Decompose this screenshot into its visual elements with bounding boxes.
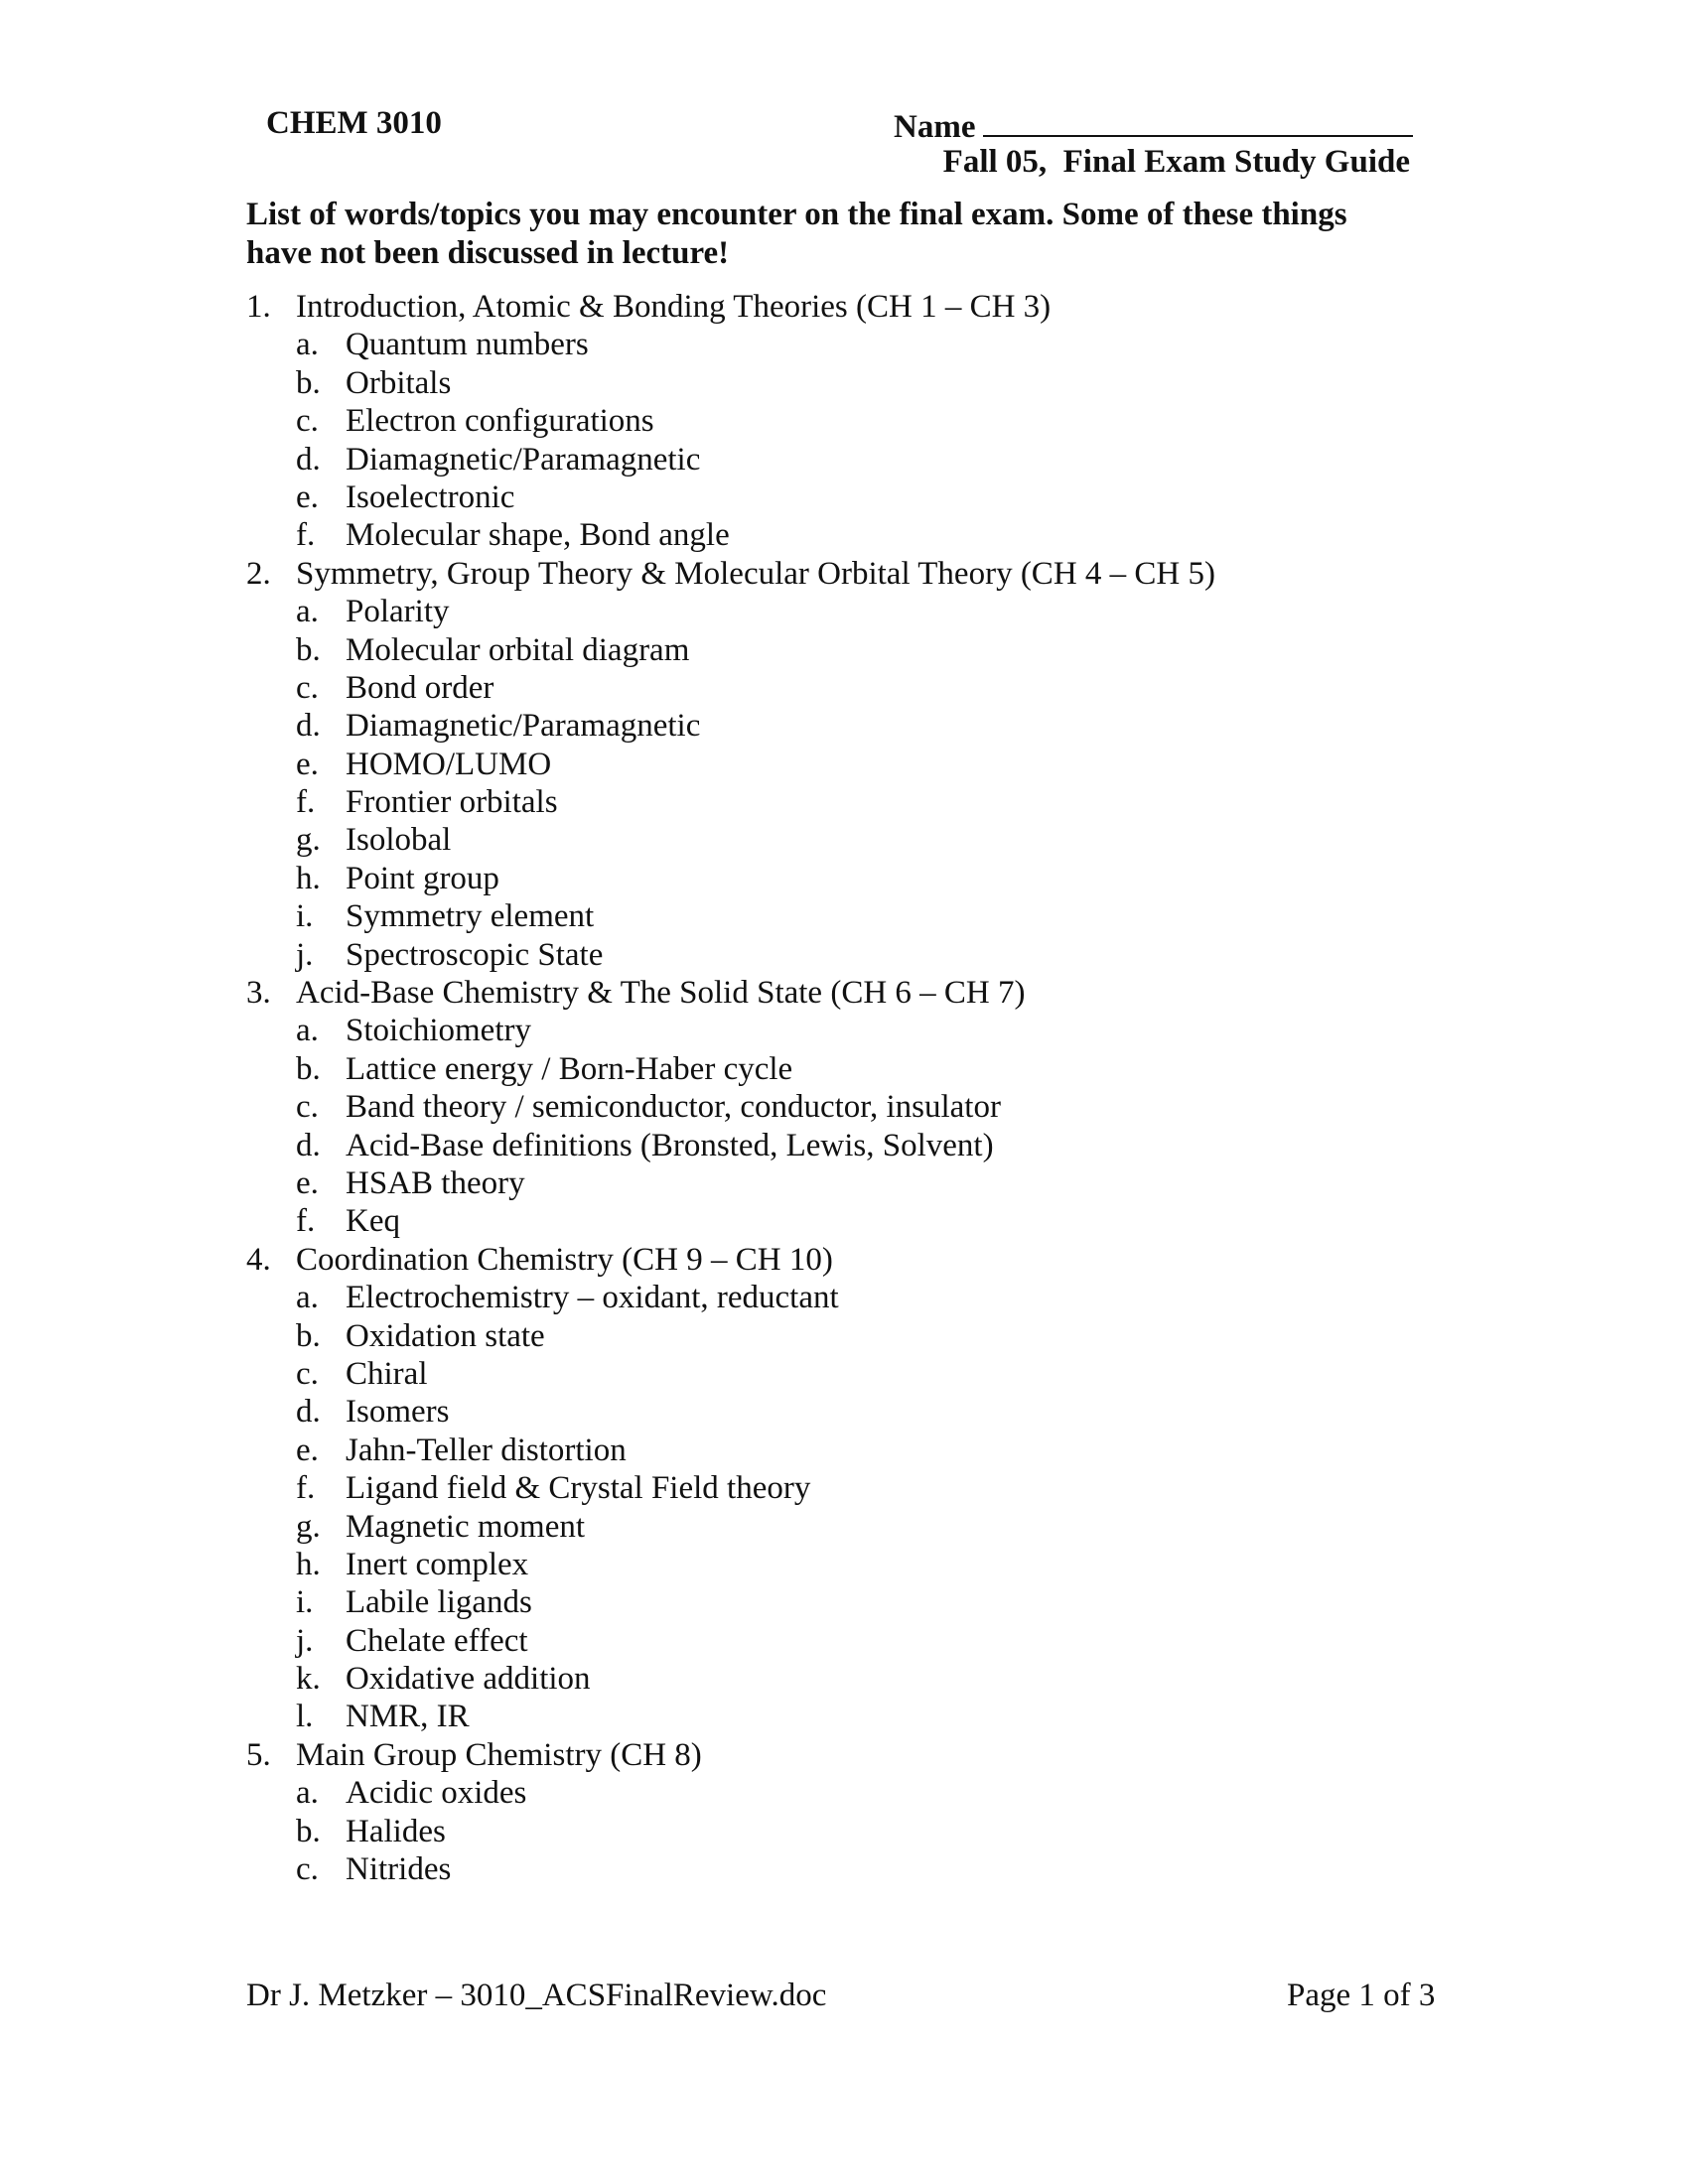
item-letter: d. xyxy=(296,708,321,745)
topic-number: 2. xyxy=(246,555,271,592)
item-letter: f. xyxy=(296,784,316,821)
item-letter: b. xyxy=(296,1317,321,1354)
item-letter: f. xyxy=(296,1203,316,1240)
item-text: Molecular shape, Bond angle xyxy=(346,517,730,554)
item-text: Band theory / semiconductor, conductor, insulator xyxy=(346,1089,1001,1126)
item-text: Acid-Base definitions (Bronsted, Lewis, Solvent) xyxy=(346,1127,994,1163)
footer-author-file: Dr J. Metzker – 3010_ACSFinalReview.doc xyxy=(246,1978,827,2013)
item-letter: d. xyxy=(296,1127,321,1163)
item-text: Chelate effect xyxy=(346,1622,528,1659)
topic-number: 5. xyxy=(246,1736,271,1773)
item-text: Spectroscopic State xyxy=(346,936,604,973)
item-text: Frontier orbitals xyxy=(346,784,558,821)
item-letter: b. xyxy=(296,1813,321,1849)
topic-number: 1. xyxy=(246,289,271,325)
intro-text: List of words/topics you may encounter on the final exam. Some of these things have not been discussed in lecture! xyxy=(246,197,1347,271)
item-text: Electron configurations xyxy=(346,403,654,440)
item-letter: a. xyxy=(296,1013,319,1049)
item-text: Molecular orbital diagram xyxy=(346,631,690,668)
item-letter: c. xyxy=(296,669,319,706)
item-text: Acidic oxides xyxy=(346,1775,527,1812)
item-text: Lattice energy / Born-Haber cycle xyxy=(346,1050,793,1087)
item-text: Diamagnetic/Paramagnetic xyxy=(346,441,701,478)
topic-title: Symmetry, Group Theory & Molecular Orbital Theory (CH 4 – CH 5) xyxy=(296,555,1215,592)
topic-title: Coordination Chemistry (CH 9 – CH 10) xyxy=(296,1241,833,1278)
item-letter: e. xyxy=(296,746,319,782)
item-letter: e. xyxy=(296,1432,319,1468)
item-letter: f. xyxy=(296,1470,316,1507)
item-letter: f. xyxy=(296,517,316,554)
item-text: Isoelectronic xyxy=(346,478,515,515)
topic-number: 3. xyxy=(246,975,271,1012)
item-letter: c. xyxy=(296,1851,319,1888)
item-letter: c. xyxy=(296,403,319,440)
item-letter: c. xyxy=(296,1089,319,1126)
item-letter: g. xyxy=(296,822,321,859)
item-text: Inert complex xyxy=(346,1546,529,1582)
item-letter: c. xyxy=(296,1355,319,1392)
item-letter: d. xyxy=(296,441,321,478)
course-code: CHEM 3010 xyxy=(266,105,442,141)
item-letter: a. xyxy=(296,327,319,363)
item-letter: h. xyxy=(296,1546,321,1582)
item-letter: i. xyxy=(296,898,314,935)
item-text: Halides xyxy=(346,1813,446,1849)
footer-page-number: Page 1 of 3 xyxy=(1287,1978,1436,2013)
item-text: HOMO/LUMO xyxy=(346,746,552,782)
item-letter: k. xyxy=(296,1661,321,1698)
name-blank-line xyxy=(983,105,1413,137)
name-field xyxy=(894,105,1413,146)
item-text: Isomers xyxy=(346,1394,450,1431)
item-text: Orbitals xyxy=(346,364,452,401)
item-text: Quantum numbers xyxy=(346,327,589,363)
item-text: Labile ligands xyxy=(346,1584,532,1621)
item-letter: a. xyxy=(296,1775,319,1812)
item-text: Oxidation state xyxy=(346,1317,545,1354)
topic-title: Introduction, Atomic & Bonding Theories (CH 1 – CH 3) xyxy=(296,289,1052,325)
item-letter: h. xyxy=(296,860,321,896)
topic-title: Main Group Chemistry (CH 8) xyxy=(296,1736,702,1773)
item-text: Ligand field & Crystal Field theory xyxy=(346,1470,811,1507)
topic-title: Acid-Base Chemistry & The Solid State (CH 6 – CH 7) xyxy=(296,975,1026,1012)
item-letter: a. xyxy=(296,594,319,630)
item-letter: e. xyxy=(296,1164,319,1201)
item-letter: a. xyxy=(296,1280,319,1316)
item-text: Keq xyxy=(346,1203,400,1240)
topic-number: 4. xyxy=(246,1241,271,1278)
item-text: Isolobal xyxy=(346,822,452,859)
item-text: Polarity xyxy=(346,594,450,630)
item-text: Bond order xyxy=(346,669,494,706)
name-label: Name xyxy=(894,109,976,145)
item-letter: l. xyxy=(296,1699,314,1735)
item-letter: g. xyxy=(296,1508,321,1545)
item-text: Oxidative addition xyxy=(346,1661,591,1698)
item-text: Chiral xyxy=(346,1355,428,1392)
item-text: Stoichiometry xyxy=(346,1013,531,1049)
item-letter: b. xyxy=(296,1050,321,1087)
item-letter: j. xyxy=(296,936,314,973)
item-letter: i. xyxy=(296,1584,314,1621)
item-letter: b. xyxy=(296,631,321,668)
item-letter: j. xyxy=(296,1622,314,1659)
item-text: Symmetry element xyxy=(346,898,595,935)
item-text: Point group xyxy=(346,860,499,896)
item-text: HSAB theory xyxy=(346,1164,525,1201)
item-text: Diamagnetic/Paramagnetic xyxy=(346,708,701,745)
item-letter: b. xyxy=(296,364,321,401)
item-letter: d. xyxy=(296,1394,321,1431)
item-letter: e. xyxy=(296,478,319,515)
item-text: Nitrides xyxy=(346,1851,452,1888)
item-text: Jahn-Teller distortion xyxy=(346,1432,627,1468)
item-text: Magnetic moment xyxy=(346,1508,586,1545)
item-text: NMR, IR xyxy=(346,1699,470,1735)
item-text: Electrochemistry – oxidant, reductant xyxy=(346,1280,839,1316)
guide-title: Fall 05, Final Exam Study Guide xyxy=(942,144,1410,180)
